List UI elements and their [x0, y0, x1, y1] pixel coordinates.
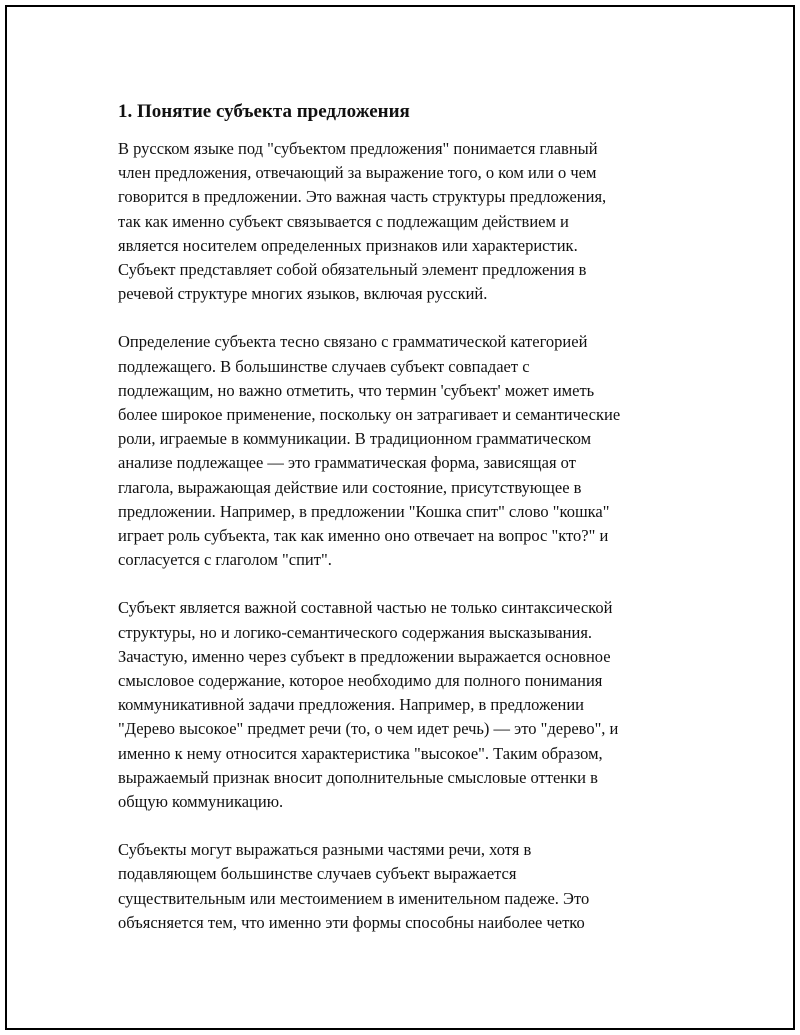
text-line: существительным или местоимением в именительном падеже. Это	[118, 888, 590, 908]
section-title: 1. Понятие субъекта предложения	[118, 101, 410, 122]
text-line: коммуникативной задачи предложения. Например, в предложении	[118, 695, 585, 715]
text-line: согласуется с глаголом "спит".	[118, 550, 332, 570]
text-line: Субъект является важной составной частью не только синтаксической	[118, 598, 613, 618]
text-line: подлежащего. В большинстве случаев субъект совпадает с	[118, 356, 530, 376]
text-line: Субъект представляет собой обязательный элемент предложения в	[118, 260, 587, 280]
text-line: подлежащим, но важно отметить, что термин 'субъект' может иметь	[118, 380, 595, 400]
document-body	[118, 99, 693, 959]
text-line: является носителем определенных признаков или характеристик.	[118, 235, 578, 255]
text-line: анализе подлежащее — это грамматическая форма, зависящая от	[118, 453, 576, 473]
paragraph-4	[118, 838, 693, 935]
text-line: так как именно субъект связывается с подлежащим действием и	[118, 211, 569, 231]
text-line: играет роль субъекта, так как именно оно отвечает на вопрос "кто?" и	[118, 526, 609, 546]
paragraph-3	[118, 596, 693, 814]
text-line: "Дерево высокое" предмет речи (то, о чем идет речь) — это "дерево", и	[118, 719, 619, 739]
paragraph-1	[118, 137, 693, 306]
text-line: глагола, выражающая действие или состояние, присутствующее в	[118, 477, 582, 497]
text-line: объясняется тем, что именно эти формы способны наиболее четко	[118, 912, 585, 932]
text-line: подавляющем большинстве случаев субъект выражается	[118, 864, 517, 884]
text-line: Определение субъекта тесно связано с грамматической категорией	[118, 332, 588, 352]
text-line: выражаемый признак вносит дополнительные смысловые оттенки в	[118, 767, 598, 787]
text-line: именно к нему относится характеристика "высокое". Таким образом,	[118, 743, 603, 763]
text-line: общую коммуникацию.	[118, 792, 284, 812]
text-line: член предложения, отвечающий за выражение того, о ком или о чем	[118, 163, 597, 183]
text-line: роли, играемые в коммуникации. В традиционном грамматическом	[118, 429, 592, 449]
text-line: говорится в предложении. Это важная часть структуры предложения,	[118, 187, 607, 207]
paragraph-2	[118, 330, 693, 572]
text-line: предложении. Например, в предложении "Кошка спит" слово "кошка"	[118, 501, 610, 521]
text-line: структуры, но и логико-семантического содержания высказывания.	[118, 622, 593, 642]
text-line: смысловое содержание, которое необходимо для полного понимания	[118, 671, 603, 691]
text-line: В русском языке под "субъектом предложения" понимается главный	[118, 139, 598, 158]
text-line: Субъекты могут выражаться разными частями речи, хотя в	[118, 840, 532, 860]
text-line: речевой структуре многих языков, включая русский.	[118, 284, 488, 304]
document-page	[5, 5, 795, 1030]
text-line: Зачастую, именно через субъект в предложении выражается основное	[118, 646, 611, 666]
text-line: более широкое применение, поскольку он затрагивает и семантические	[118, 405, 621, 425]
